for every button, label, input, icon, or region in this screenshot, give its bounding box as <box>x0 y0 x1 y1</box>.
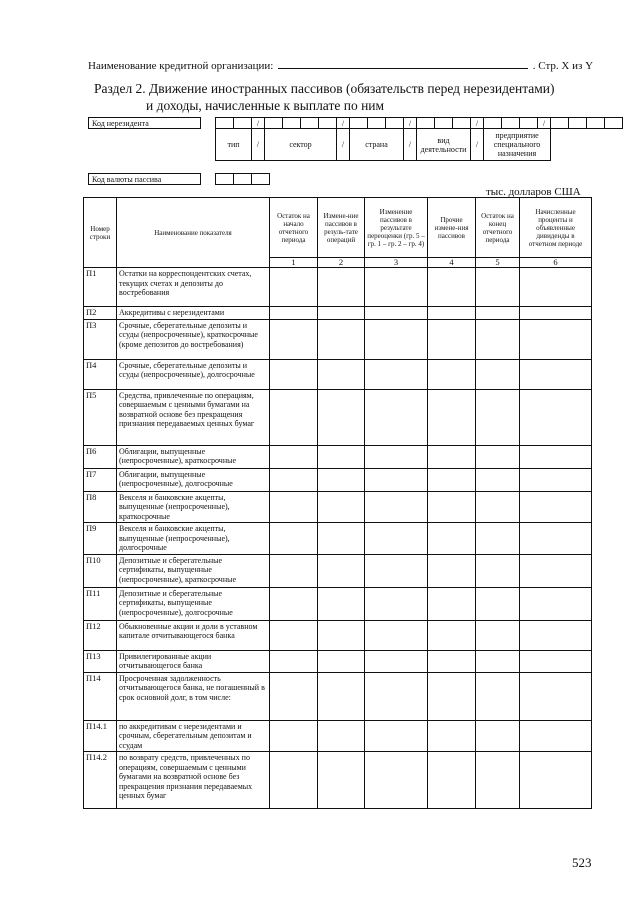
code-cell[interactable] <box>234 118 252 129</box>
section-title-line2: и доходы, начисленные к выплате по ним <box>146 98 385 113</box>
row-indicator-name: Обыкновенные акции и доли в уставном капитале отчитывающегося банка <box>117 620 270 650</box>
row-indicator-name: Просроченная задолженность отчитывающегося банка, не погашенный в срок основной долг, в том числе: <box>117 672 270 720</box>
code-cell[interactable] <box>350 118 368 129</box>
row-indicator-name: Облигации, выпущенные (непросроченные), долгосрочные <box>117 468 270 491</box>
separator-cell: / <box>252 118 265 129</box>
value-cell-col-5[interactable] <box>476 650 520 672</box>
value-cell-col-1[interactable] <box>270 672 318 720</box>
value-cell-col-2[interactable] <box>318 523 365 555</box>
code-cell[interactable] <box>319 118 337 129</box>
value-cell-col-2[interactable] <box>318 268 365 307</box>
value-cell-col-2[interactable] <box>318 389 365 445</box>
value-cell-col-3[interactable] <box>365 523 428 555</box>
value-cell-col-6[interactable] <box>520 650 592 672</box>
value-cell-col-6[interactable] <box>520 268 592 307</box>
col-number: 1 <box>270 258 318 268</box>
org-name-label: Наименование кредитной организации: <box>88 60 274 72</box>
table-row <box>84 445 592 468</box>
col-header-3: Изменение пассивов в результате переоценки (гр. 5 – гр. 1 – гр. 2 – гр. 4) <box>365 198 428 258</box>
col-header-2: Измене-ние пассивов в резуль-тате операций <box>318 198 365 258</box>
separator-cell: / <box>471 118 484 129</box>
value-cell-col-3[interactable] <box>365 620 428 650</box>
value-cell-col-4[interactable] <box>428 672 476 720</box>
org-name-line <box>88 58 593 72</box>
code-cell[interactable] <box>265 118 283 129</box>
value-cell-col-5[interactable] <box>476 389 520 445</box>
value-cell-col-4[interactable] <box>428 268 476 307</box>
value-cell-col-3[interactable] <box>365 389 428 445</box>
value-cell-col-4[interactable] <box>428 359 476 389</box>
value-cell-col-5[interactable] <box>476 268 520 307</box>
value-cell-col-2[interactable] <box>318 359 365 389</box>
value-cell-col-5[interactable] <box>476 620 520 650</box>
value-cell-col-6[interactable] <box>520 468 592 491</box>
col-header-6: Начисленные проценты и объявленные дивиденды в отчетном периоде <box>520 198 592 258</box>
value-cell-col-1[interactable] <box>270 268 318 307</box>
value-cell-col-3[interactable] <box>365 445 428 468</box>
value-cell-col-6[interactable] <box>520 319 592 359</box>
value-cell-col-2[interactable] <box>318 720 365 752</box>
value-cell-col-5[interactable] <box>476 491 520 523</box>
value-cell-col-3[interactable] <box>365 752 428 809</box>
section-title-line1: Раздел 2. Движение иностранных пассивов (обязательств перед нерезидентами) <box>94 81 555 96</box>
nonresident-code-block <box>88 117 623 161</box>
table-body <box>84 268 592 809</box>
row-indicator-name: Облигации, выпущенные (непросроченные), краткосрочные <box>117 445 270 468</box>
value-cell-col-2[interactable] <box>318 319 365 359</box>
row-code: П14.1 <box>84 720 117 752</box>
liabilities-table <box>83 197 592 809</box>
value-cell-col-6[interactable] <box>520 389 592 445</box>
code-cell[interactable] <box>587 118 605 129</box>
field-type-label: тип <box>216 129 252 161</box>
value-cell-col-2[interactable] <box>318 445 365 468</box>
row-indicator-name: Векселя и банковские акцепты, выпущенные (непросроченные), краткосрочные <box>117 491 270 523</box>
value-cell-col-1[interactable] <box>270 307 318 320</box>
value-cell-col-5[interactable] <box>476 359 520 389</box>
value-cell-col-3[interactable] <box>365 720 428 752</box>
value-cell-col-2[interactable] <box>318 468 365 491</box>
row-indicator-name: Депозитные и сберегательные сертификаты, выпущенные (непросроченные), долгосрочные <box>117 587 270 620</box>
value-cell-col-3[interactable] <box>365 468 428 491</box>
row-code: П11 <box>84 587 117 620</box>
row-code: П6 <box>84 445 117 468</box>
value-cell-col-6[interactable] <box>520 523 592 555</box>
value-cell-col-4[interactable] <box>428 491 476 523</box>
row-indicator-name: Срочные, сберегательные депозиты и ссуды (непросроченные), краткосрочные (кроме депозитов до востребования) <box>117 319 270 359</box>
field-sector-label: сектор <box>265 129 337 161</box>
code-cell[interactable] <box>283 118 301 129</box>
table-row <box>84 319 592 359</box>
code-cell[interactable] <box>435 118 453 129</box>
table-row <box>84 587 592 620</box>
value-cell-col-4[interactable] <box>428 720 476 752</box>
table-row <box>84 672 592 720</box>
value-cell-col-4[interactable] <box>428 319 476 359</box>
row-code: П1 <box>84 268 117 307</box>
currency-cell[interactable] <box>252 174 270 185</box>
value-cell-col-1[interactable] <box>270 491 318 523</box>
row-code: П8 <box>84 491 117 523</box>
value-cell-col-3[interactable] <box>365 672 428 720</box>
value-cell-col-6[interactable] <box>520 491 592 523</box>
value-cell-col-1[interactable] <box>270 359 318 389</box>
code-cell[interactable] <box>605 118 623 129</box>
value-cell-col-4[interactable] <box>428 523 476 555</box>
value-cell-col-5[interactable] <box>476 720 520 752</box>
field-activity-label: вид деятельности <box>417 129 471 161</box>
value-cell-col-3[interactable] <box>365 268 428 307</box>
value-cell-col-5[interactable] <box>476 445 520 468</box>
col-number: 6 <box>520 258 592 268</box>
code-cell[interactable] <box>386 118 404 129</box>
row-code: П14 <box>84 672 117 720</box>
row-indicator-name: Привилегированные акции отчитывающегося банка <box>117 650 270 672</box>
units-label: тыс. долларов США <box>486 186 581 198</box>
table-row <box>84 752 592 809</box>
table-row <box>84 491 592 523</box>
col-header-indicator: Наименование показателя <box>117 198 270 268</box>
col-header-1: Остаток на начало отчетного периода <box>270 198 318 258</box>
separator-cell: / <box>337 118 350 129</box>
separator-cell: / <box>538 118 551 129</box>
table-row <box>84 468 592 491</box>
code-cell[interactable] <box>216 118 234 129</box>
row-indicator-name: по аккредитивам с нерезидентами и срочным, сберегательным депозитам и ссудам <box>117 720 270 752</box>
code-cell[interactable] <box>569 118 587 129</box>
value-cell-col-6[interactable] <box>520 620 592 650</box>
col-number: 4 <box>428 258 476 268</box>
value-cell-col-1[interactable] <box>270 752 318 809</box>
value-cell-col-4[interactable] <box>428 587 476 620</box>
value-cell-col-3[interactable] <box>365 587 428 620</box>
value-cell-col-5[interactable] <box>476 752 520 809</box>
col-header-4: Прочие измене-ния пассивов <box>428 198 476 258</box>
value-cell-col-1[interactable] <box>270 720 318 752</box>
value-cell-col-5[interactable] <box>476 319 520 359</box>
value-cell-col-1[interactable] <box>270 319 318 359</box>
value-cell-col-3[interactable] <box>365 307 428 320</box>
value-cell-col-4[interactable] <box>428 620 476 650</box>
code-cell[interactable] <box>520 118 538 129</box>
value-cell-col-2[interactable] <box>318 554 365 587</box>
value-cell-col-1[interactable] <box>270 523 318 555</box>
row-code: П12 <box>84 620 117 650</box>
row-code: П7 <box>84 468 117 491</box>
row-code: П5 <box>84 389 117 445</box>
currency-code-block <box>88 173 270 185</box>
col-header-5: Остаток на конец отчетного периода <box>476 198 520 258</box>
value-cell-col-4[interactable] <box>428 650 476 672</box>
value-cell-col-6[interactable] <box>520 359 592 389</box>
field-spv-label: предприятие специального назначения <box>484 129 551 161</box>
value-cell-col-5[interactable] <box>476 468 520 491</box>
value-cell-col-2[interactable] <box>318 672 365 720</box>
code-cell[interactable] <box>551 118 569 129</box>
currency-cell[interactable] <box>234 174 252 185</box>
table-row <box>84 523 592 555</box>
value-cell-col-6[interactable] <box>520 752 592 809</box>
code-cell[interactable] <box>301 118 319 129</box>
value-cell-col-2[interactable] <box>318 650 365 672</box>
value-cell-col-1[interactable] <box>270 650 318 672</box>
section-title <box>94 80 555 114</box>
code-cell[interactable] <box>453 118 471 129</box>
row-code: П3 <box>84 319 117 359</box>
table-row <box>84 268 592 307</box>
row-indicator-name: Срочные, сберегательные депозиты и ссуды (непросроченные), долгосрочные <box>117 359 270 389</box>
currency-cell[interactable] <box>216 174 234 185</box>
page-number: 523 <box>572 855 592 870</box>
row-indicator-name: Депозитные и сберегательные сертификаты, выпущенные (непросроченные), краткосрочные <box>117 554 270 587</box>
value-cell-col-3[interactable] <box>365 554 428 587</box>
col-number: 3 <box>365 258 428 268</box>
value-cell-col-2[interactable] <box>318 752 365 809</box>
value-cell-col-2[interactable] <box>318 587 365 620</box>
row-indicator-name: Векселя и банковские акцепты, выпущенные (непросроченные), долгосрочные <box>117 523 270 555</box>
separator-cell: / <box>404 129 417 161</box>
col-number: 2 <box>318 258 365 268</box>
code-cell[interactable] <box>484 118 502 129</box>
col-number: 5 <box>476 258 520 268</box>
value-cell-col-4[interactable] <box>428 389 476 445</box>
nonresident-code-label: Код нерезидента <box>89 118 201 129</box>
value-cell-col-2[interactable] <box>318 491 365 523</box>
separator-cell: / <box>471 129 484 161</box>
value-cell-col-6[interactable] <box>520 587 592 620</box>
value-cell-col-1[interactable] <box>270 587 318 620</box>
table-row <box>84 720 592 752</box>
row-code: П10 <box>84 554 117 587</box>
value-cell-col-6[interactable] <box>520 307 592 320</box>
separator-cell: / <box>404 118 417 129</box>
table-row <box>84 554 592 587</box>
currency-code-label: Код валюты пассива <box>89 174 201 185</box>
table-row <box>84 620 592 650</box>
row-indicator-name: Средства, привлеченные по операциям, совершаемым с ценными бумагами на возвратной основе без прекращения признания передаваемых ценных бумаг <box>117 389 270 445</box>
separator-cell: / <box>252 129 265 161</box>
row-code: П2 <box>84 307 117 320</box>
page-reference: . Стр. X из Y <box>532 60 594 72</box>
value-cell-col-3[interactable] <box>365 319 428 359</box>
value-cell-col-6[interactable] <box>520 672 592 720</box>
value-cell-col-3[interactable] <box>365 491 428 523</box>
separator-cell: / <box>337 129 350 161</box>
row-code: П14.2 <box>84 752 117 809</box>
code-cell[interactable] <box>502 118 520 129</box>
code-cell[interactable] <box>368 118 386 129</box>
value-cell-col-4[interactable] <box>428 307 476 320</box>
value-cell-col-6[interactable] <box>520 445 592 468</box>
field-country-label: страна <box>350 129 404 161</box>
table-row <box>84 650 592 672</box>
value-cell-col-1[interactable] <box>270 445 318 468</box>
value-cell-col-1[interactable] <box>270 389 318 445</box>
table-row <box>84 307 592 320</box>
value-cell-col-6[interactable] <box>520 554 592 587</box>
org-name-field[interactable] <box>278 58 528 69</box>
value-cell-col-4[interactable] <box>428 752 476 809</box>
row-code: П4 <box>84 359 117 389</box>
col-header-row-number: Номер строки <box>84 198 117 268</box>
value-cell-col-4[interactable] <box>428 554 476 587</box>
row-indicator-name: Аккредитивы с нерезидентами <box>117 307 270 320</box>
value-cell-col-2[interactable] <box>318 307 365 320</box>
value-cell-col-6[interactable] <box>520 720 592 752</box>
value-cell-col-1[interactable] <box>270 620 318 650</box>
row-indicator-name: по возврату средств, привлеченных по операциям, совершаемым с ценными бумагами на возвратной основе без прекращения признания передаваемых ценных бумаг <box>117 752 270 809</box>
value-cell-col-3[interactable] <box>365 359 428 389</box>
value-cell-col-3[interactable] <box>365 650 428 672</box>
value-cell-col-5[interactable] <box>476 587 520 620</box>
value-cell-col-5[interactable] <box>476 672 520 720</box>
table-row <box>84 359 592 389</box>
table-row <box>84 389 592 445</box>
code-cell[interactable] <box>417 118 435 129</box>
value-cell-col-4[interactable] <box>428 445 476 468</box>
value-cell-col-5[interactable] <box>476 523 520 555</box>
row-code: П13 <box>84 650 117 672</box>
value-cell-col-5[interactable] <box>476 307 520 320</box>
row-code: П9 <box>84 523 117 555</box>
value-cell-col-1[interactable] <box>270 468 318 491</box>
value-cell-col-2[interactable] <box>318 620 365 650</box>
row-indicator-name: Остатки на корреспондентских счетах, текущих счетах и депозиты до востребования <box>117 268 270 307</box>
value-cell-col-4[interactable] <box>428 468 476 491</box>
value-cell-col-5[interactable] <box>476 554 520 587</box>
value-cell-col-1[interactable] <box>270 554 318 587</box>
